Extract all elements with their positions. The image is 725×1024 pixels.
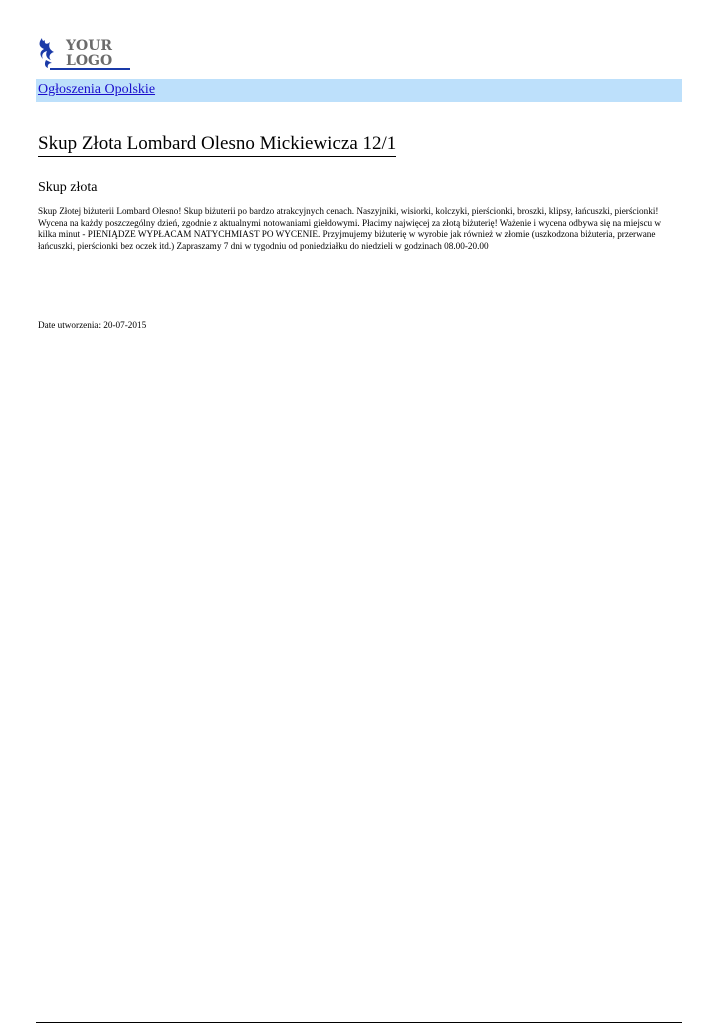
footer-divider <box>36 1022 682 1023</box>
creation-date: Date utworzenia: 20-07-2015 <box>38 320 147 330</box>
article-body: Skup Złotej biżuterii Lombard Olesno! Skup biżuterii po bardzo atrakcyjnych cenach. Naszyjniki, wisiorki, kolczyki, pierścionki, broszki, klipsy, łańcuszki, pierścionki! Wycena na każdy poszczególny dzień, zgodnie z aktualnymi notowaniami giełdowymi. Płacimy najwięcej za złotą biżuterię! Ważenie i wycena odbywa się na miejscu w kilka minut - PIENIĄDZE WYPŁACAM NATYCHMIAST PO WYCENIE. Przyjmujemy biżuterię w wyrobie jak również w złomie (uszkodzona biżuteria, przerwane łańcuszki, pierścionki bez oczek itd.) Zapraszamy 7 dni w tygodniu od poniedziałku do niedzieli w godzinach 08.00-20.00 <box>38 206 662 251</box>
logo <box>36 36 132 72</box>
site-home-link[interactable]: Ogłoszenia Opolskie <box>38 82 156 97</box>
logo-text-line2: LOGO <box>66 53 113 69</box>
flame-swirl-logo-icon <box>36 36 132 72</box>
site-header-bar <box>36 79 682 102</box>
logo-text-line1: YOUR <box>66 38 113 54</box>
category-heading: Skup złota <box>38 180 98 195</box>
page-title: Skup Złota Lombard Olesno Mickiewicza 12/1 <box>38 133 396 157</box>
